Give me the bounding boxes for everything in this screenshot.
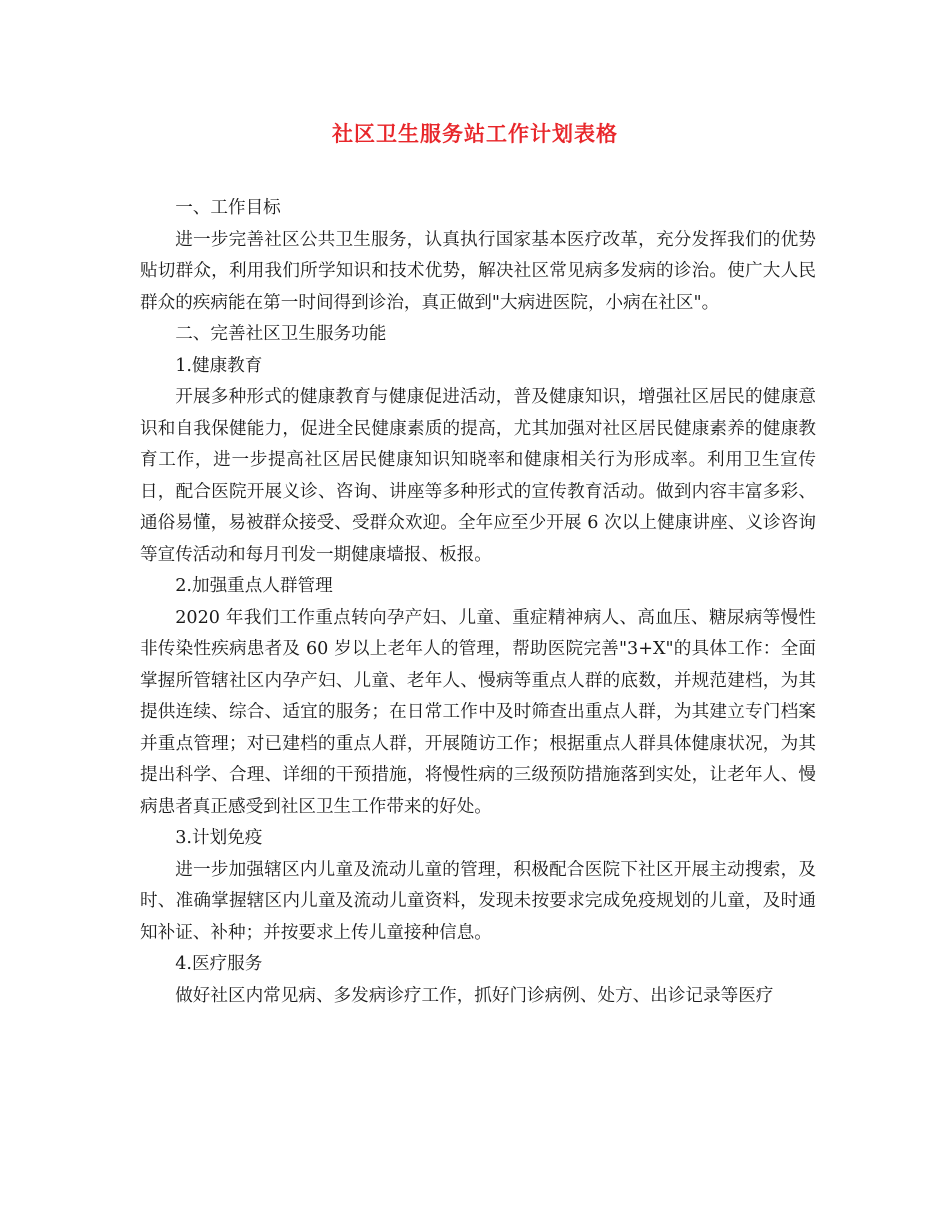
section-heading-functions: 二、完善社区卫生服务功能 [175, 324, 387, 344]
document-body [140, 193, 816, 1012]
subheading-health-education: 1.健康教育 [175, 355, 263, 376]
subheading-medical-service: 4.医疗服务 [175, 954, 263, 974]
paragraph-key-population: 2020 年我们工作重点转向孕产妇、儿童、重症精神病人、高血压、糖尿病等慢性非传染性疾病患者及 60 岁以上老年人的管理，帮助医院完善"3+X"的具体工作：全面掌握所管辖社区内孕产妇、儿童、老年人、慢病等重点人群的底数，并规范建档，为其提供连续、综合、适宜的服务；在日常工作中及时筛查出重点人群，为其建立专门档案并重点管理；对已建档的重点人群，开展随访工作；根据重点人群具体健康状况，为其提出科学、合理、详细的干预措施，将慢性病的三级预防措施落到实处，让老年人、慢病患者真正感受到社区卫生工作带来的好处。 [140, 607, 816, 817]
paragraph-immunization: 进一步加强辖区内儿童及流动儿童的管理，积极配合医院下社区开展主动搜索，及时、准确掌握辖区内儿童及流动儿童资料，发现未按要求完成免疫规划的儿童，及时通知补证、补种；并按要求上传儿童接种信息。 [140, 859, 816, 943]
subheading-immunization: 3.计划免疫 [175, 828, 263, 848]
section-heading-goals: 一、工作目标 [175, 198, 281, 218]
document-title: 社区卫生服务站工作计划表格 [332, 121, 618, 146]
paragraph-medical-service: 做好社区内常见病、多发病诊疗工作，抓好门诊病例、处方、出诊记录等医疗 [175, 985, 774, 1006]
paragraph-goals: 进一步完善社区公共卫生服务，认真执行国家基本医疗改革，充分发挥我们的优势贴切群众，利用我们所学知识和技术优势，解决社区常见病多发病的诊治。使广大人民群众的疾病能在第一时间得到诊治，真正做到"大病进医院，小病在社区"。 [140, 229, 816, 313]
subheading-key-population: 2.加强重点人群管理 [175, 576, 333, 596]
paragraph-health-education: 开展多种形式的健康教育与健康促进活动，普及健康知识，增强社区居民的健康意识和自我保健能力，促进全民健康素质的提高，尤其加强对社区居民健康素养的健康教育工作，进一步提高社区居民健康知识知晓率和健康相关行为形成率。利用卫生宣传日，配合医院开展义诊、咨询、讲座等多种形式的宣传教育活动。做到内容丰富多彩、通俗易懂，易被群众接受、受群众欢迎。全年应至少开展 6 次以上健康讲座、义诊咨询等宣传活动和每月刊发一期健康墙报、板报。 [140, 387, 816, 565]
